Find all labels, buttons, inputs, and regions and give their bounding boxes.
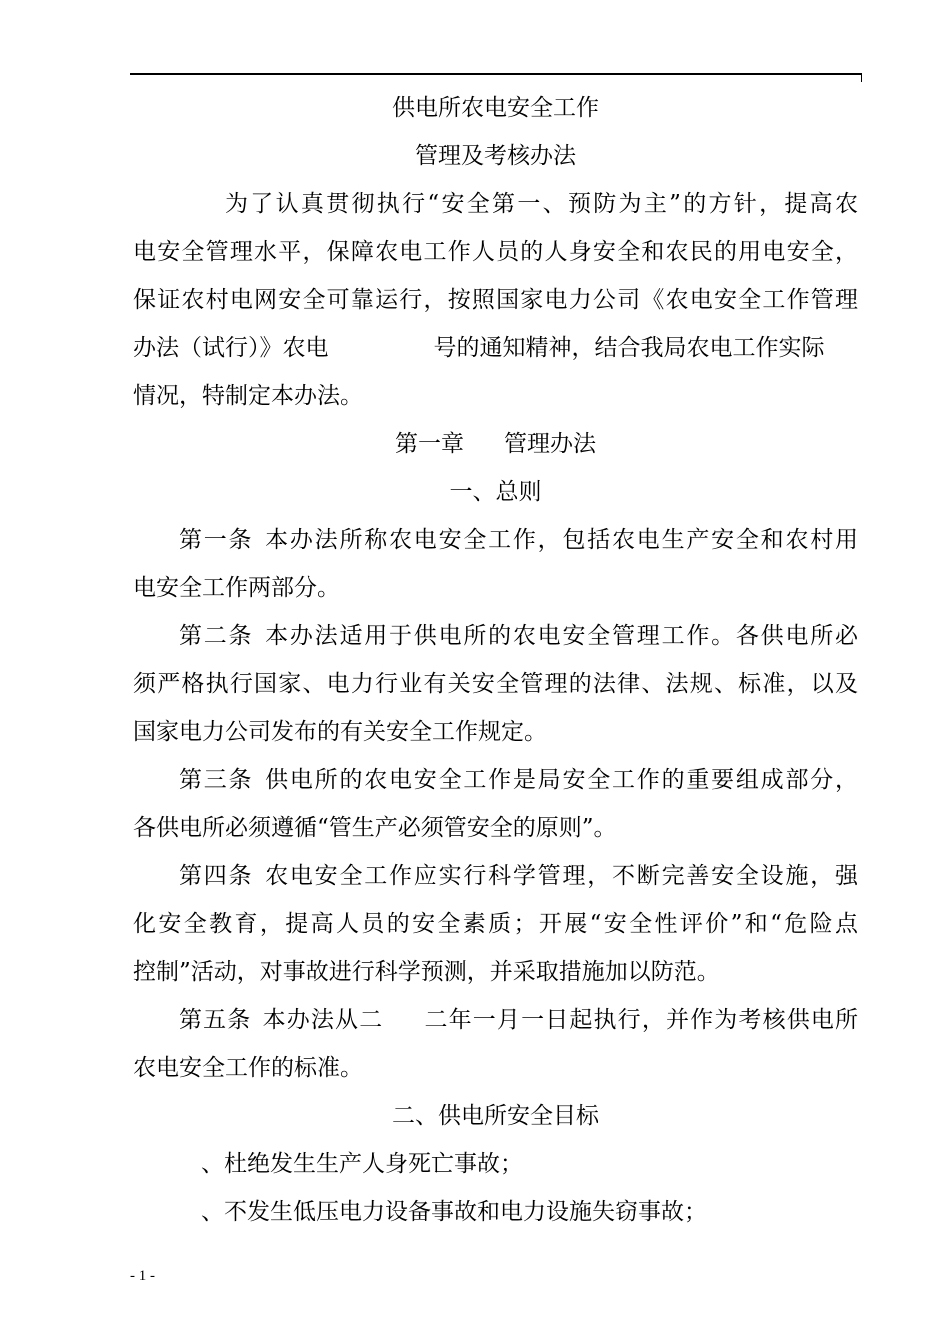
- article-line: 国家电力公司发布的有关安全工作规定。: [133, 719, 547, 745]
- article-line: 电安全工作两部分。: [133, 575, 340, 601]
- page-number: - 1 -: [130, 1268, 155, 1284]
- article-number: 第四条: [179, 863, 254, 889]
- preamble-line: 保证农村电网安全可靠运行，按照国家电力公司《农电安全工作管理: [133, 287, 858, 313]
- article-number: 第五条: [179, 1007, 252, 1033]
- article-line: 须严格执行国家、电力行业有关安全管理的法律、法规、标准，以及: [133, 671, 858, 697]
- chapter-name: 管理办法: [504, 431, 596, 457]
- article-line: 第五条 本办法从二 二年一月一日起执行，并作为考核供电所: [179, 1007, 859, 1033]
- article-line: 各供电所必须遵循“管生产必须管安全的原则”。: [133, 815, 617, 841]
- article-line: 第二条 本办法适用于供电所的农电安全管理工作。各供电所必: [179, 623, 859, 649]
- list-item: 、杜绝发生生产人身死亡事故；: [201, 1151, 523, 1177]
- section-heading: 一、总则: [449, 479, 542, 505]
- article-line: 第一条 本办法所称农电安全工作，包括农电生产安全和农村用: [179, 527, 859, 553]
- section-heading: 二、供电所安全目标: [392, 1103, 599, 1129]
- article-number: 第一条: [179, 527, 254, 553]
- document-title-line2: 管理及考核办法: [415, 143, 576, 169]
- header-rule-tick: [861, 74, 862, 82]
- article-line: 化安全教育，提高人员的安全素质；开展“安全性评价”和“危险点: [133, 911, 858, 937]
- article-number: 第三条: [179, 767, 254, 793]
- preamble-text: 办法（试行）》农电: [133, 335, 329, 361]
- article-line: 农电安全工作的标准。: [133, 1055, 363, 1081]
- document-body: [133, 84, 858, 1236]
- preamble-line: 情况，特制定本办法。: [133, 383, 363, 409]
- article-line: 控制”活动，对事故进行科学预测，并采取措施加以防范。: [133, 959, 720, 985]
- preamble-line: [133, 324, 858, 372]
- article-line: 第三条 供电所的农电安全工作是局安全工作的重要组成部分，: [179, 767, 859, 793]
- header-rule: [130, 73, 862, 75]
- preamble-line: 为了认真贯彻执行“安全第一、预防为主”的方针，提高农: [225, 191, 858, 217]
- article-number: 第二条: [179, 623, 254, 649]
- chapter-number: 第一章: [395, 431, 464, 457]
- preamble-text: 号的通知精神，结合我局农电工作实际: [433, 335, 825, 361]
- list-item: 、不发生低压电力设备事故和电力设施失窃事故；: [201, 1199, 707, 1225]
- chapter-title: [133, 420, 858, 468]
- article-line: 第四条 农电安全工作应实行科学管理，不断完善安全设施，强: [179, 863, 859, 889]
- preamble-line: 电安全管理水平，保障农电工作人员的人身安全和农民的用电安全，: [133, 239, 858, 265]
- document-title-line1: 供电所农电安全工作: [392, 95, 599, 121]
